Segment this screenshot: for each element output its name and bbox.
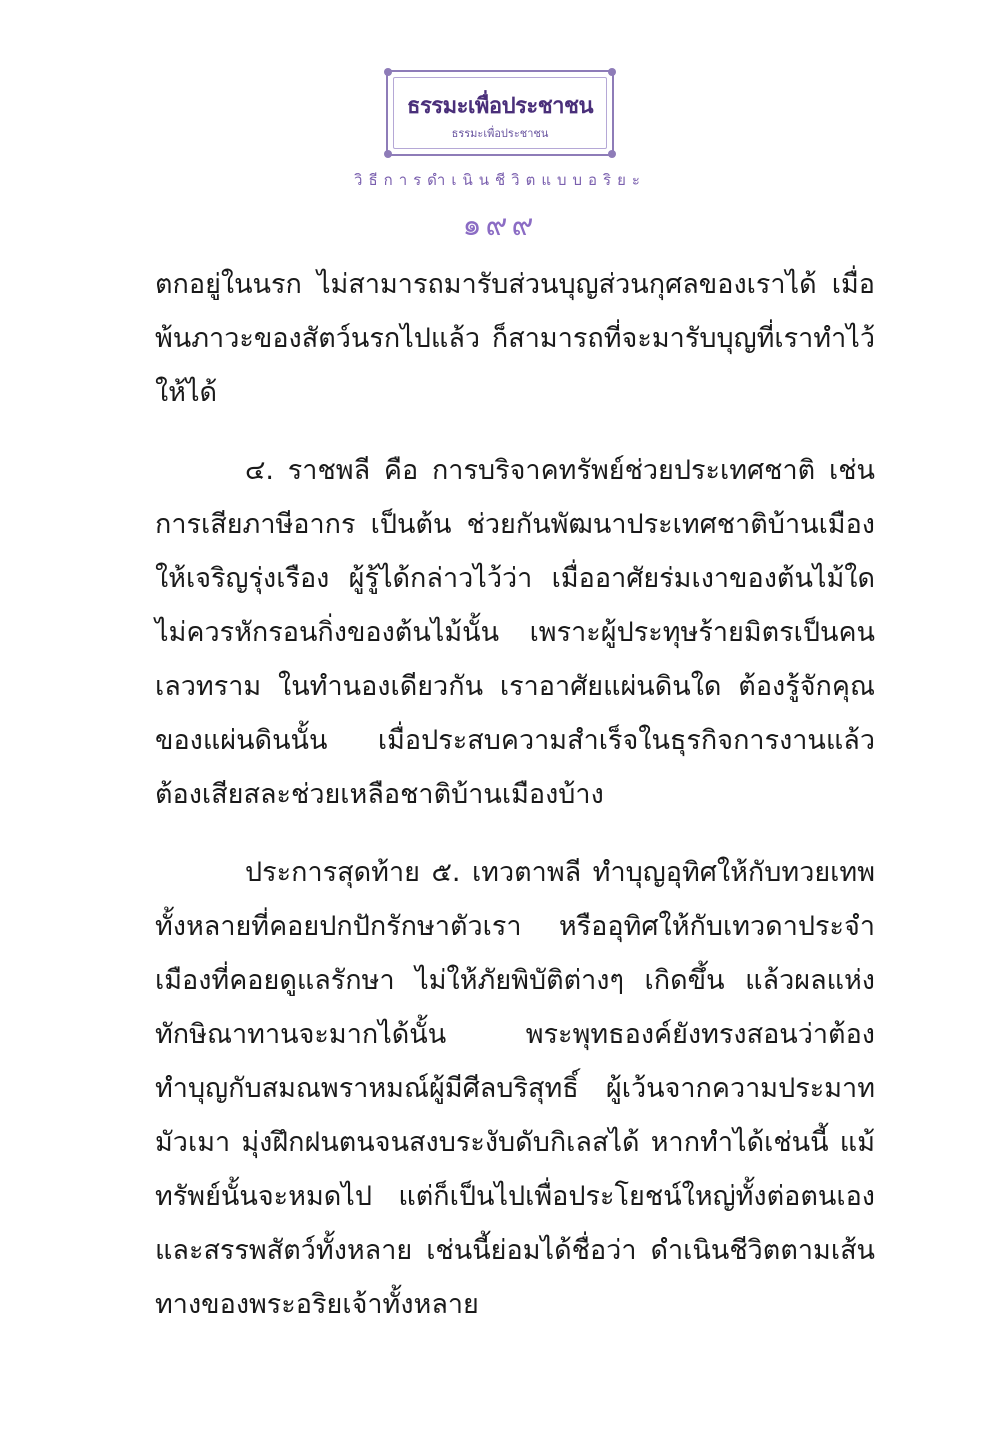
logo-ornament xyxy=(384,150,392,158)
logo-ornament xyxy=(608,150,616,158)
logo-ornament xyxy=(608,68,616,76)
paragraph: ๔. ราชพลี คือ การบริจาคทรัพย์ช่วยประเทศชาติ เช่น การเสียภาษีอากร เป็นต้น ช่วยกันพัฒนาประเทศชาติบ้านเมืองให้เจริญรุ่งเรือง ผู้รู้ได้กล่าวไว้ว่า เมื่ออาศัยร่มเงาของต้นไม้ใดไม่ควรหักรอนกิ่งของต้นไม้นั้น เพราะผู้ประทุษร้ายมิตรเป็นคนเลวทราม ในทำนองเดียวกัน เราอาศัยแผ่นดินใด ต้องรู้จักคุณของแผ่นดินนั้น เมื่อประสบความสำเร็จในธุรกิจการงานแล้วต้องเสียสละช่วยเหลือชาติบ้านเมืองบ้าง xyxy=(155,455,875,810)
logo-ornament xyxy=(384,68,392,76)
paragraph: ตกอยู่ในนรก ไม่สามารถมารับส่วนบุญส่วนกุศลของเราได้ เมื่อพ้นภาวะของสัตว์นรกไปแล้ว ก็สามารถที่จะมารับบุญที่เราทำไว้ให้ได้ xyxy=(155,269,875,408)
logo-subtitle: ธรรมะเพื่อประชาชน xyxy=(451,127,549,140)
logo-title: ธรรมะเพื่อประชาชน xyxy=(407,94,593,119)
book-logo xyxy=(386,70,614,156)
page-body xyxy=(155,258,875,1332)
page-number: ๑๙๙ xyxy=(462,208,538,243)
page-header xyxy=(0,70,1000,249)
paragraph: ประการสุดท้าย ๕. เทวตาพลี ทำบุญอุทิศให้กับทวยเทพทั้งหลายที่คอยปกปักรักษาตัวเรา หรืออุทิศให้กับเทวดาประจำเมืองที่คอยดูแลรักษา ไม่ให้ภัยพิบัติต่างๆ เกิดขึ้น แล้วผลแห่งทักษิณาทานจะมากได้นั้น พระพุทธองค์ยังทรงสอนว่าต้องทำบุญกับสมณพราหมณ์ผู้มีศีลบริสุทธิ์ ผู้เว้นจากความประมาทมัวเมา มุ่งฝึกฝนตนจนสงบระงับดับกิเลสได้ หากทำได้เช่นนี้ แม้ทรัพย์นั้นจะหมดไป แต่ก็เป็นไปเพื่อประโยชน์ใหญ่ทั้งต่อตนเองและสรรพสัตว์ทั้งหลาย เช่นนี้ย่อมได้ชื่อว่า ดำเนินชีวิตตามเส้นทางของพระอริยเจ้าทั้งหลาย xyxy=(155,857,875,1320)
book-subtitle: วิธีการดำเนินชีวิตแบบอริยะ xyxy=(354,171,646,189)
